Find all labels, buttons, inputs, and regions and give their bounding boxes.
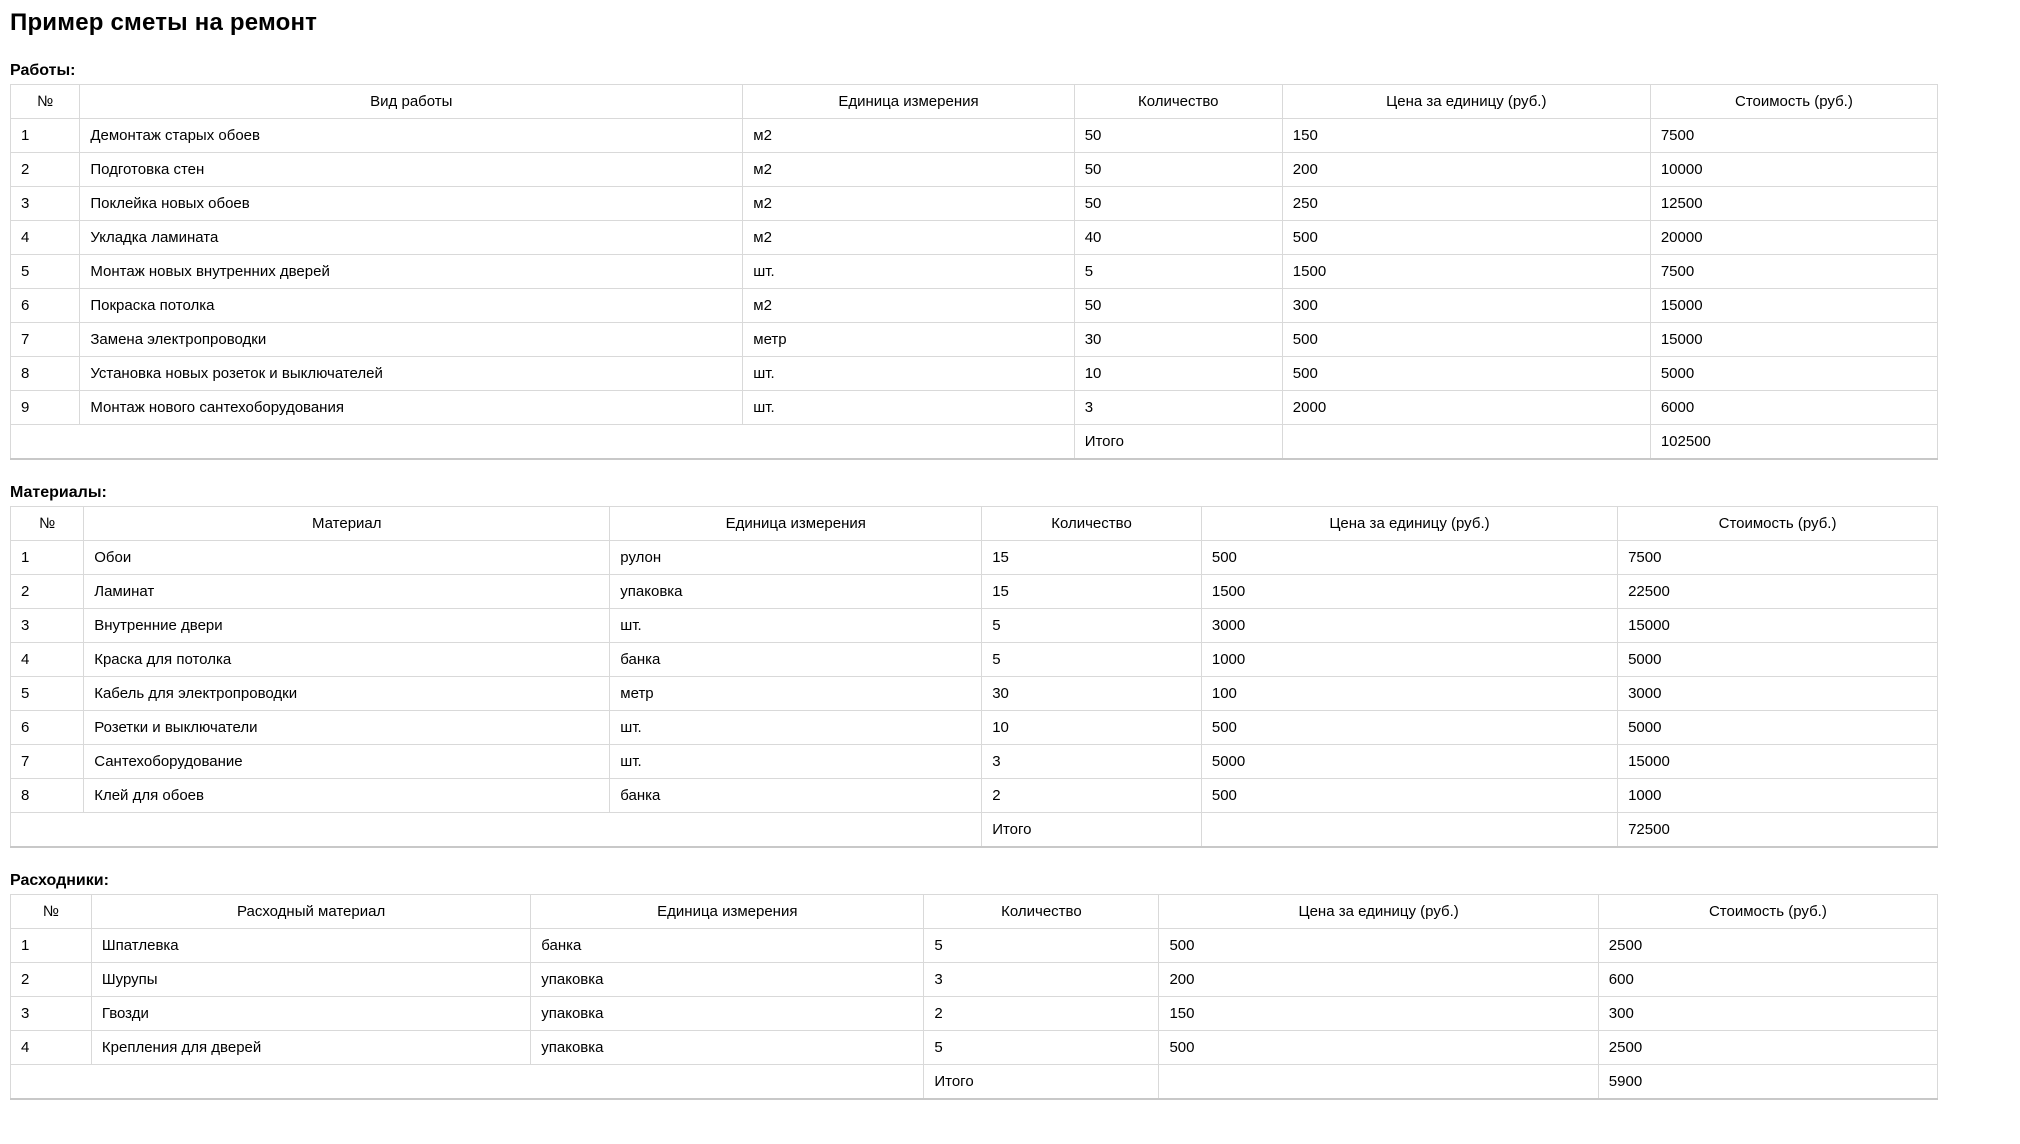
table-cell: 4 — [11, 643, 84, 677]
table-cell: 10 — [982, 711, 1202, 745]
table-cell: Монтаж нового сантехоборудования — [80, 391, 743, 425]
table-row — [11, 323, 1938, 357]
table-cell: Монтаж новых внутренних дверей — [80, 255, 743, 289]
table-cell: 30 — [1074, 323, 1282, 357]
total-value-cell: 102500 — [1650, 425, 1937, 459]
table-cell: 5000 — [1201, 745, 1617, 779]
table-cell: 10000 — [1650, 153, 1937, 187]
table-cell: 3 — [11, 609, 84, 643]
table-row — [11, 929, 1938, 963]
table-cell: 50 — [1074, 153, 1282, 187]
table-cell: 1000 — [1618, 779, 1938, 813]
table-cell: Обои — [84, 541, 610, 575]
table-cell: 1 — [11, 541, 84, 575]
table-cell: Розетки и выключатели — [84, 711, 610, 745]
table-cell: 600 — [1598, 963, 1937, 997]
table-cell: 5000 — [1618, 711, 1938, 745]
table-cell: Поклейка новых обоев — [80, 187, 743, 221]
table-cell: упаковка — [531, 963, 924, 997]
table-cell: 3 — [1074, 391, 1282, 425]
table-cell: Подготовка стен — [80, 153, 743, 187]
table-cell: шт. — [743, 357, 1074, 391]
estimate-table — [10, 894, 1938, 1100]
table-cell: 3 — [11, 997, 92, 1031]
table-row — [11, 779, 1938, 813]
total-value-cell: 5900 — [1598, 1065, 1937, 1099]
table-cell: Краска для потолка — [84, 643, 610, 677]
header-cell: Количество — [1074, 85, 1282, 119]
table-cell: 500 — [1159, 1031, 1598, 1065]
table-cell: 15000 — [1650, 323, 1937, 357]
table-cell: 2000 — [1282, 391, 1650, 425]
table-row — [11, 1031, 1938, 1065]
table-cell: 40 — [1074, 221, 1282, 255]
table-cell: 500 — [1282, 357, 1650, 391]
table-cell: Замена электропроводки — [80, 323, 743, 357]
table-cell: 3 — [11, 187, 80, 221]
estimate-table — [10, 84, 1938, 460]
table-cell: 100 — [1201, 677, 1617, 711]
total-empty-cell — [1159, 1065, 1598, 1099]
total-label-cell: Итого — [924, 1065, 1159, 1099]
table-cell: м2 — [743, 221, 1074, 255]
estimate-section — [10, 484, 1938, 848]
table-cell: Шпатлевка — [91, 929, 530, 963]
header-cell: Расходный материал — [91, 895, 530, 929]
table-cell: 200 — [1159, 963, 1598, 997]
table-cell: 500 — [1201, 779, 1617, 813]
section-label: Работы: — [10, 62, 76, 79]
table-row — [11, 609, 1938, 643]
table-cell: м2 — [743, 119, 1074, 153]
table-header-row — [11, 895, 1938, 929]
table-cell: 22500 — [1618, 575, 1938, 609]
table-cell: 15 — [982, 575, 1202, 609]
table-cell: 3 — [924, 963, 1159, 997]
total-spacer-cell — [11, 813, 982, 847]
header-cell: Единица измерения — [531, 895, 924, 929]
table-row — [11, 221, 1938, 255]
table-cell: Ламинат — [84, 575, 610, 609]
section-label: Расходники: — [10, 871, 109, 889]
table-cell: 5 — [924, 929, 1159, 963]
table-cell: 250 — [1282, 187, 1650, 221]
table-cell: рулон — [610, 541, 982, 575]
table-cell: 1500 — [1201, 575, 1617, 609]
table-row — [11, 575, 1938, 609]
header-cell: Вид работы — [80, 85, 743, 119]
table-row — [11, 255, 1938, 289]
table-cell: 500 — [1282, 221, 1650, 255]
table-cell: 2 — [11, 153, 80, 187]
table-cell: 1500 — [1282, 255, 1650, 289]
table-cell: 500 — [1201, 541, 1617, 575]
table-cell: банка — [531, 929, 924, 963]
total-label-cell: Итого — [982, 813, 1202, 847]
table-cell: Кабель для электропроводки — [84, 677, 610, 711]
table-cell: Внутренние двери — [84, 609, 610, 643]
table-cell: 300 — [1598, 997, 1937, 1031]
header-cell: Стоимость (руб.) — [1618, 507, 1938, 541]
table-cell: 3000 — [1201, 609, 1617, 643]
table-cell: Гвозди — [91, 997, 530, 1031]
table-cell: 7 — [11, 745, 84, 779]
header-cell: Цена за единицу (руб.) — [1282, 85, 1650, 119]
table-cell: Укладка ламината — [80, 221, 743, 255]
header-cell: № — [11, 895, 92, 929]
total-spacer-cell — [11, 1065, 924, 1099]
table-cell: Сантехоборудование — [84, 745, 610, 779]
table-cell: 2 — [982, 779, 1202, 813]
table-cell: 150 — [1282, 119, 1650, 153]
table-cell: 5 — [11, 677, 84, 711]
table-header-row — [11, 85, 1938, 119]
table-cell: шт. — [610, 609, 982, 643]
header-cell: Единица измерения — [610, 507, 982, 541]
table-cell: Установка новых розеток и выключателей — [80, 357, 743, 391]
total-empty-cell — [1201, 813, 1617, 847]
table-cell: 30 — [982, 677, 1202, 711]
header-cell: Единица измерения — [743, 85, 1074, 119]
table-cell: м2 — [743, 153, 1074, 187]
header-cell: Цена за единицу (руб.) — [1159, 895, 1598, 929]
table-cell: 15000 — [1650, 289, 1937, 323]
table-cell: 2 — [11, 575, 84, 609]
table-cell: 7500 — [1618, 541, 1938, 575]
table-cell: 2500 — [1598, 1031, 1937, 1065]
total-row — [11, 813, 1938, 847]
table-cell: 5 — [924, 1031, 1159, 1065]
total-empty-cell — [1282, 425, 1650, 459]
table-cell: упаковка — [531, 997, 924, 1031]
header-cell: № — [11, 85, 80, 119]
header-cell: Количество — [924, 895, 1159, 929]
table-cell: 3000 — [1618, 677, 1938, 711]
table-row — [11, 997, 1938, 1031]
table-cell: Демонтаж старых обоев — [80, 119, 743, 153]
table-cell: 12500 — [1650, 187, 1937, 221]
table-cell: 5000 — [1618, 643, 1938, 677]
table-header-row — [11, 507, 1938, 541]
table-cell: 4 — [11, 1031, 92, 1065]
section-label: Материалы: — [10, 483, 107, 501]
total-value-cell: 72500 — [1618, 813, 1938, 847]
estimate-section — [10, 872, 1938, 1100]
table-cell: 15 — [982, 541, 1202, 575]
total-row — [11, 425, 1938, 459]
table-cell: Шурупы — [91, 963, 530, 997]
table-row — [11, 677, 1938, 711]
table-cell: 7 — [11, 323, 80, 357]
table-row — [11, 153, 1938, 187]
table-cell: 500 — [1159, 929, 1598, 963]
table-cell: Покраска потолка — [80, 289, 743, 323]
table-cell: 8 — [11, 357, 80, 391]
table-cell: 150 — [1159, 997, 1598, 1031]
table-cell: 2 — [924, 997, 1159, 1031]
table-cell: 5 — [982, 643, 1202, 677]
table-row — [11, 187, 1938, 221]
table-cell: 1 — [11, 929, 92, 963]
table-cell: 8 — [11, 779, 84, 813]
sections-container — [10, 62, 1938, 1100]
table-cell: 20000 — [1650, 221, 1937, 255]
table-cell: 500 — [1282, 323, 1650, 357]
estimate-section — [10, 62, 1938, 460]
table-cell: 200 — [1282, 153, 1650, 187]
table-cell: 500 — [1201, 711, 1617, 745]
header-cell: Стоимость (руб.) — [1598, 895, 1937, 929]
header-cell: Материал — [84, 507, 610, 541]
table-cell: 5 — [11, 255, 80, 289]
table-cell: банка — [610, 779, 982, 813]
header-cell: Цена за единицу (руб.) — [1201, 507, 1617, 541]
table-cell: Клей для обоев — [84, 779, 610, 813]
table-row — [11, 711, 1938, 745]
table-cell: банка — [610, 643, 982, 677]
table-cell: м2 — [743, 187, 1074, 221]
estimate-table — [10, 506, 1938, 848]
table-cell: 4 — [11, 221, 80, 255]
table-row — [11, 643, 1938, 677]
header-cell: Количество — [982, 507, 1202, 541]
table-cell: 7500 — [1650, 255, 1937, 289]
header-cell: № — [11, 507, 84, 541]
table-cell: упаковка — [610, 575, 982, 609]
table-cell: 1 — [11, 119, 80, 153]
table-row — [11, 119, 1938, 153]
table-cell: 50 — [1074, 289, 1282, 323]
table-cell: м2 — [743, 289, 1074, 323]
table-row — [11, 357, 1938, 391]
table-row — [11, 541, 1938, 575]
table-cell: 6 — [11, 289, 80, 323]
table-row — [11, 391, 1938, 425]
table-cell: шт. — [610, 711, 982, 745]
table-cell: 300 — [1282, 289, 1650, 323]
page-title: Пример сметы на ремонт — [10, 9, 318, 36]
table-cell: шт. — [610, 745, 982, 779]
table-cell: 15000 — [1618, 745, 1938, 779]
table-cell: 6 — [11, 711, 84, 745]
header-cell: Стоимость (руб.) — [1650, 85, 1937, 119]
table-cell: 50 — [1074, 187, 1282, 221]
table-cell: шт. — [743, 255, 1074, 289]
table-cell: 6000 — [1650, 391, 1937, 425]
table-row — [11, 289, 1938, 323]
table-cell: упаковка — [531, 1031, 924, 1065]
table-cell: 10 — [1074, 357, 1282, 391]
table-cell: метр — [743, 323, 1074, 357]
table-cell: 7500 — [1650, 119, 1937, 153]
table-cell: Крепления для дверей — [91, 1031, 530, 1065]
total-spacer-cell — [11, 425, 1075, 459]
table-cell: 50 — [1074, 119, 1282, 153]
table-cell: 2500 — [1598, 929, 1937, 963]
table-cell: 3 — [982, 745, 1202, 779]
table-cell: шт. — [743, 391, 1074, 425]
table-cell: 2 — [11, 963, 92, 997]
table-row — [11, 745, 1938, 779]
table-cell: 1000 — [1201, 643, 1617, 677]
table-cell: 5 — [1074, 255, 1282, 289]
table-row — [11, 963, 1938, 997]
table-cell: 9 — [11, 391, 80, 425]
total-row — [11, 1065, 1938, 1099]
table-cell: 15000 — [1618, 609, 1938, 643]
total-label-cell: Итого — [1074, 425, 1282, 459]
table-cell: 5000 — [1650, 357, 1937, 391]
table-cell: метр — [610, 677, 982, 711]
table-cell: 5 — [982, 609, 1202, 643]
